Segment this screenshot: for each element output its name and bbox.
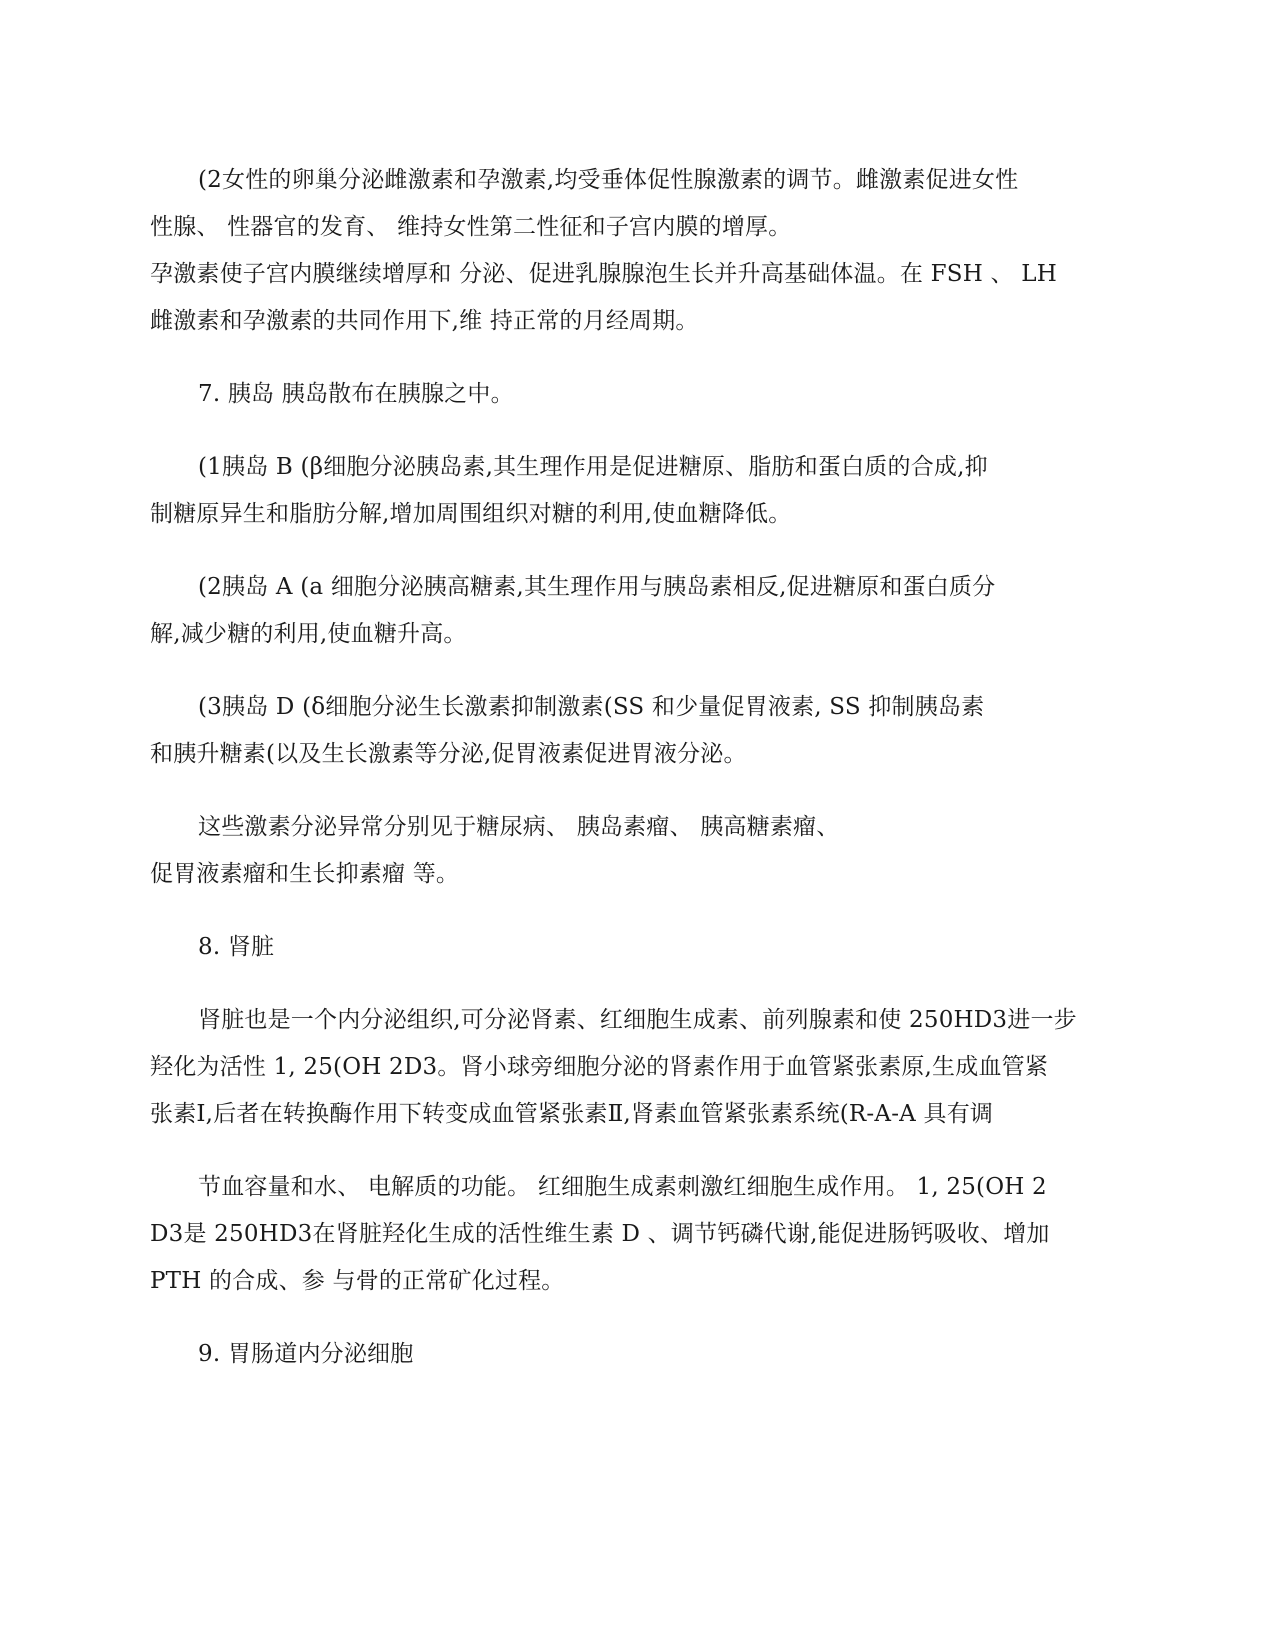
section-heading-gi-endocrine: 9. 胃肠道内分泌细胞 <box>198 1341 414 1367</box>
text-line: 孕激素使子宫内膜继续增厚和 分泌、促进乳腺腺泡生长并升高基础体温。在 FSH 、 LH <box>150 261 1057 287</box>
text-line: 和胰升糖素(以及生长激素等分泌,促胃液素促进胃液分泌。 <box>150 741 747 767</box>
text-line: (1胰岛 B (β细胞分泌胰岛素,其生理作用是促进糖原、脂肪和蛋白质的合成,抑 <box>198 454 988 480</box>
text-line: 节血容量和水、 电解质的功能。 红细胞生成素刺激红细胞生成作用。 1, 25(OH 2 <box>198 1174 1047 1200</box>
text-line: 促胃液素瘤和生长抑素瘤 等。 <box>150 861 460 887</box>
text-line: 肾脏也是一个内分泌组织,可分泌肾素、红细胞生成素、前列腺素和使 250HD3进一步 <box>198 1007 1077 1033</box>
text-line: 制糖原异生和脂肪分解,增加周围组织对糖的利用,使血糖降低。 <box>150 501 792 527</box>
text-line: D3是 250HD3在肾脏羟化生成的活性维生素 D 、调节钙磷代谢,能促进肠钙吸收、增加 <box>150 1221 1050 1247</box>
text-line: 这些激素分泌异常分别见于糖尿病、 胰岛素瘤、 胰高糖素瘤、 <box>198 814 840 840</box>
text-line: PTH 的合成、参 与骨的正常矿化过程。 <box>150 1268 565 1294</box>
text-line: 雌激素和孕激素的共同作用下,维 持正常的月经周期。 <box>150 308 699 334</box>
section-heading-kidney: 8. 肾脏 <box>198 934 275 960</box>
text-line: (2女性的卵巢分泌雌激素和孕激素,均受垂体促性腺激素的调节。雌激素促进女性 <box>198 167 1019 193</box>
text-line: 解,减少糖的利用,使血糖升高。 <box>150 621 467 647</box>
text-line: 羟化为活性 1, 25(OH 2D3。肾小球旁细胞分泌的肾素作用于血管紧张素原,生成血管紧 <box>150 1054 1049 1080</box>
text-line: (3胰岛 D (δ细胞分泌生长激素抑制激素(SS 和少量促胃液素, SS 抑制胰岛素 <box>198 694 985 720</box>
section-heading-pancreatic-islet: 7. 胰岛 胰岛散布在胰腺之中。 <box>198 381 514 407</box>
text-line: (2胰岛 A (a 细胞分泌胰高糖素,其生理作用与胰岛素相反,促进糖原和蛋白质分 <box>198 574 996 600</box>
text-line: 张素Ⅰ,后者在转换酶作用下转变成血管紧张素Ⅱ,肾素血管紧张素系统(R-A-A 具有调 <box>150 1101 994 1127</box>
text-line: 性腺、 性器官的发育、 维持女性第二性征和子宫内膜的增厚。 <box>150 214 792 240</box>
